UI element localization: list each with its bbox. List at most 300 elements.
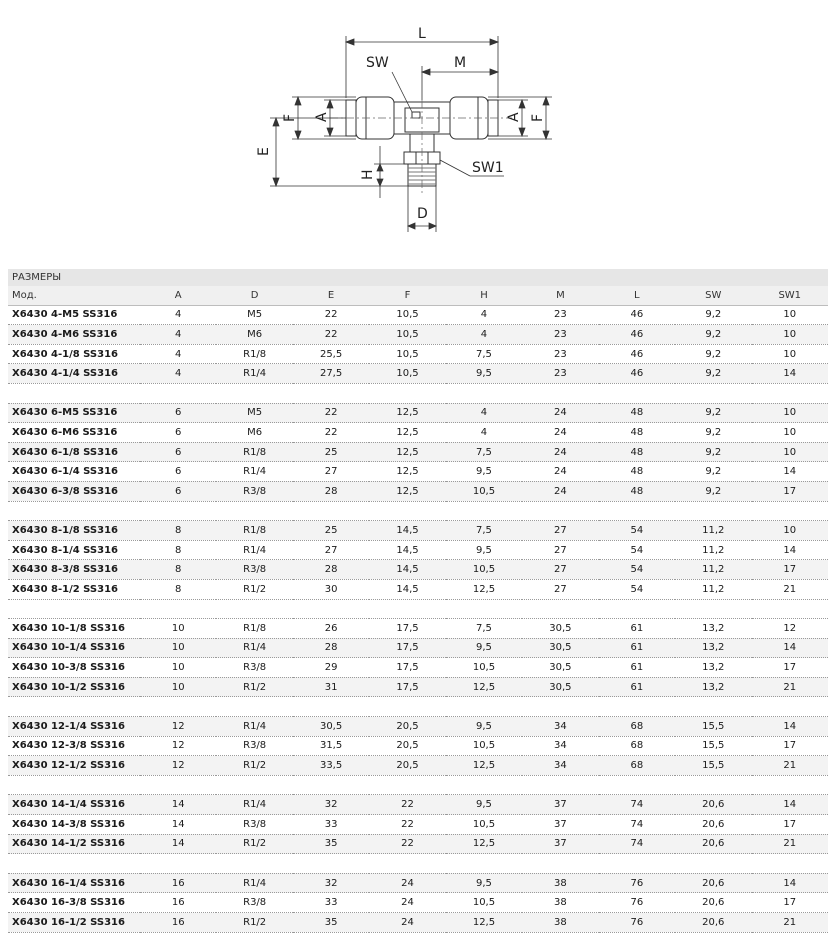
- cell-m: 38: [522, 873, 598, 893]
- cell-d: R1/2: [216, 834, 292, 854]
- cell-d: R3/8: [216, 481, 292, 501]
- dim-label-l: L: [418, 26, 426, 42]
- table-row: [8, 364, 828, 384]
- cell-e: 32: [293, 873, 369, 893]
- cell-sw: 9,2: [675, 364, 751, 384]
- cell-m: 24: [522, 462, 598, 482]
- cell-sw1: 14: [752, 364, 829, 384]
- cell-sw: 13,2: [675, 619, 751, 639]
- cell-d: R1/4: [216, 540, 292, 560]
- cell-model: X6430 4-1/8 SS316: [8, 344, 140, 364]
- cell-f: 14,5: [369, 579, 445, 599]
- table-row: [8, 403, 828, 423]
- cell-f: 10,5: [369, 344, 445, 364]
- cell-l: 48: [599, 481, 675, 501]
- table-row: [8, 815, 828, 835]
- cell-sw: 9,2: [675, 325, 751, 345]
- cell-h: 10,5: [446, 560, 522, 580]
- cell-m: 34: [522, 756, 598, 776]
- table-row: [8, 658, 828, 678]
- table-row: [8, 344, 828, 364]
- cell-sw: 9,2: [675, 403, 751, 423]
- dim-label-m: M: [454, 55, 467, 71]
- cell-m: 30,5: [522, 638, 598, 658]
- cell-h: 12,5: [446, 677, 522, 697]
- cell-f: 22: [369, 795, 445, 815]
- cell-f: 14,5: [369, 540, 445, 560]
- cell-e: 25,5: [293, 344, 369, 364]
- cell-sw1: 14: [752, 795, 829, 815]
- cell-e: 25: [293, 442, 369, 462]
- dim-label-sw1: SW1: [472, 160, 504, 176]
- cell-sw1: 17: [752, 658, 829, 678]
- cell-model: X6430 4-M6 SS316: [8, 325, 140, 345]
- cell-f: 17,5: [369, 658, 445, 678]
- cell-a: 16: [140, 913, 216, 933]
- cell-e: 27: [293, 540, 369, 560]
- cell-h: 4: [446, 423, 522, 443]
- cell-sw: 11,2: [675, 540, 751, 560]
- dim-label-sw: SW: [366, 55, 389, 71]
- cell-model: X6430 8-1/8 SS316: [8, 521, 140, 541]
- cell-model: X6430 16-3/8 SS316: [8, 893, 140, 913]
- cell-sw1: 17: [752, 815, 829, 835]
- cell-model: X6430 12-1/2 SS316: [8, 756, 140, 776]
- cell-sw: 15,5: [675, 717, 751, 737]
- cell-h: 4: [446, 403, 522, 423]
- dim-label-a-right: A: [506, 112, 522, 122]
- cell-d: R1/8: [216, 619, 292, 639]
- cell-model: X6430 6-1/8 SS316: [8, 442, 140, 462]
- cell-sw1: 10: [752, 305, 829, 325]
- cell-sw: 11,2: [675, 521, 751, 541]
- table-row: [8, 873, 828, 893]
- table-row: [8, 481, 828, 501]
- cell-e: 33: [293, 893, 369, 913]
- cell-d: R1/4: [216, 462, 292, 482]
- cell-model: X6430 6-1/4 SS316: [8, 462, 140, 482]
- cell-h: 4: [446, 305, 522, 325]
- cell-a: 12: [140, 756, 216, 776]
- cell-model: X6430 14-1/4 SS316: [8, 795, 140, 815]
- cell-sw: 13,2: [675, 658, 751, 678]
- table-row: [8, 619, 828, 639]
- column-header-h: H: [446, 286, 522, 305]
- table-row: [8, 834, 828, 854]
- cell-e: 22: [293, 403, 369, 423]
- dimensions-table: [8, 286, 828, 933]
- cell-l: 46: [599, 305, 675, 325]
- cell-a: 8: [140, 560, 216, 580]
- group-spacer-row: [8, 697, 828, 717]
- table-row: [8, 677, 828, 697]
- group-spacer-row: [8, 383, 828, 403]
- cell-h: 10,5: [446, 658, 522, 678]
- cell-sw1: 14: [752, 540, 829, 560]
- cell-model: X6430 4-M5 SS316: [8, 305, 140, 325]
- cell-l: 54: [599, 579, 675, 599]
- cell-model: X6430 6-3/8 SS316: [8, 481, 140, 501]
- cell-m: 24: [522, 403, 598, 423]
- cell-e: 27,5: [293, 364, 369, 384]
- cell-l: 46: [599, 325, 675, 345]
- spacer-cell: [8, 383, 828, 403]
- cell-d: R1/2: [216, 677, 292, 697]
- cell-e: 22: [293, 305, 369, 325]
- cell-m: 34: [522, 717, 598, 737]
- cell-h: 10,5: [446, 481, 522, 501]
- cell-l: 68: [599, 717, 675, 737]
- cell-d: M6: [216, 423, 292, 443]
- cell-f: 20,5: [369, 736, 445, 756]
- cell-sw1: 17: [752, 736, 829, 756]
- dim-label-d: D: [417, 206, 428, 222]
- table-row: [8, 560, 828, 580]
- cell-l: 54: [599, 521, 675, 541]
- cell-e: 35: [293, 834, 369, 854]
- cell-model: X6430 10-3/8 SS316: [8, 658, 140, 678]
- cell-sw: 13,2: [675, 677, 751, 697]
- cell-sw1: 10: [752, 344, 829, 364]
- cell-d: M6: [216, 325, 292, 345]
- cell-a: 8: [140, 540, 216, 560]
- cell-l: 76: [599, 873, 675, 893]
- cell-a: 10: [140, 638, 216, 658]
- table-row: [8, 521, 828, 541]
- cell-e: 25: [293, 521, 369, 541]
- cell-h: 10,5: [446, 815, 522, 835]
- table-title: РАЗМЕРЫ: [8, 269, 828, 286]
- cell-a: 10: [140, 619, 216, 639]
- cell-l: 54: [599, 560, 675, 580]
- group-spacer-row: [8, 599, 828, 619]
- cell-f: 10,5: [369, 364, 445, 384]
- tee-fitting-drawing: [240, 18, 546, 240]
- cell-f: 17,5: [369, 638, 445, 658]
- cell-m: 23: [522, 364, 598, 384]
- column-header-e: E: [293, 286, 369, 305]
- cell-e: 30,5: [293, 717, 369, 737]
- cell-e: 32: [293, 795, 369, 815]
- cell-l: 46: [599, 364, 675, 384]
- cell-sw: 11,2: [675, 579, 751, 599]
- cell-model: X6430 8-1/4 SS316: [8, 540, 140, 560]
- cell-h: 9,5: [446, 540, 522, 560]
- cell-l: 46: [599, 344, 675, 364]
- cell-e: 28: [293, 481, 369, 501]
- column-header-sw: SW: [675, 286, 751, 305]
- dim-label-f-right: F: [530, 113, 546, 122]
- cell-sw1: 10: [752, 521, 829, 541]
- dimensions-table-section: [8, 269, 828, 933]
- cell-sw: 9,2: [675, 481, 751, 501]
- cell-sw: 20,6: [675, 815, 751, 835]
- column-header-l: L: [599, 286, 675, 305]
- cell-m: 30,5: [522, 658, 598, 678]
- cell-e: 33: [293, 815, 369, 835]
- cell-h: 7,5: [446, 442, 522, 462]
- cell-model: X6430 10-1/4 SS316: [8, 638, 140, 658]
- cell-e: 22: [293, 423, 369, 443]
- technical-drawing: [240, 18, 546, 240]
- table-row: [8, 795, 828, 815]
- cell-h: 12,5: [446, 756, 522, 776]
- cell-sw: 20,6: [675, 913, 751, 933]
- table-row: [8, 442, 828, 462]
- cell-sw1: 14: [752, 638, 829, 658]
- column-header-a: A: [140, 286, 216, 305]
- cell-e: 31,5: [293, 736, 369, 756]
- cell-a: 14: [140, 834, 216, 854]
- table-row: [8, 736, 828, 756]
- table-row: [8, 305, 828, 325]
- table-row: [8, 893, 828, 913]
- spacer-cell: [8, 599, 828, 619]
- cell-f: 12,5: [369, 442, 445, 462]
- cell-m: 27: [522, 540, 598, 560]
- cell-h: 12,5: [446, 913, 522, 933]
- cell-h: 9,5: [446, 638, 522, 658]
- cell-a: 4: [140, 305, 216, 325]
- cell-model: X6430 12-1/4 SS316: [8, 717, 140, 737]
- table-row: [8, 325, 828, 345]
- cell-sw: 9,2: [675, 344, 751, 364]
- spacer-cell: [8, 501, 828, 521]
- cell-e: 22: [293, 325, 369, 345]
- cell-model: X6430 6-M6 SS316: [8, 423, 140, 443]
- cell-sw: 15,5: [675, 736, 751, 756]
- table-header-row: [8, 286, 828, 305]
- column-header-model: Мод.: [8, 286, 140, 305]
- cell-f: 10,5: [369, 305, 445, 325]
- cell-l: 76: [599, 893, 675, 913]
- cell-l: 68: [599, 736, 675, 756]
- cell-a: 6: [140, 423, 216, 443]
- cell-h: 4: [446, 325, 522, 345]
- cell-h: 9,5: [446, 364, 522, 384]
- cell-sw1: 14: [752, 873, 829, 893]
- cell-a: 6: [140, 442, 216, 462]
- cell-a: 14: [140, 795, 216, 815]
- cell-l: 61: [599, 638, 675, 658]
- cell-sw1: 10: [752, 403, 829, 423]
- cell-sw: 9,2: [675, 423, 751, 443]
- cell-m: 27: [522, 579, 598, 599]
- table-body: [8, 305, 828, 932]
- cell-sw1: 21: [752, 579, 829, 599]
- cell-model: X6430 10-1/8 SS316: [8, 619, 140, 639]
- cell-d: R3/8: [216, 560, 292, 580]
- cell-m: 38: [522, 913, 598, 933]
- cell-f: 20,5: [369, 717, 445, 737]
- cell-m: 34: [522, 736, 598, 756]
- cell-f: 20,5: [369, 756, 445, 776]
- cell-m: 27: [522, 560, 598, 580]
- cell-f: 12,5: [369, 403, 445, 423]
- cell-l: 61: [599, 619, 675, 639]
- table-row: [8, 638, 828, 658]
- cell-d: R1/4: [216, 364, 292, 384]
- cell-sw: 9,2: [675, 305, 751, 325]
- cell-d: R3/8: [216, 815, 292, 835]
- cell-m: 23: [522, 344, 598, 364]
- cell-e: 26: [293, 619, 369, 639]
- cell-m: 37: [522, 815, 598, 835]
- cell-a: 16: [140, 893, 216, 913]
- table-row: [8, 423, 828, 443]
- cell-m: 37: [522, 834, 598, 854]
- spacer-cell: [8, 775, 828, 795]
- cell-f: 14,5: [369, 560, 445, 580]
- cell-sw1: 17: [752, 893, 829, 913]
- cell-sw: 9,2: [675, 462, 751, 482]
- cell-sw: 15,5: [675, 756, 751, 776]
- cell-m: 37: [522, 795, 598, 815]
- cell-a: 14: [140, 815, 216, 835]
- cell-l: 74: [599, 815, 675, 835]
- cell-sw: 9,2: [675, 442, 751, 462]
- cell-model: X6430 12-3/8 SS316: [8, 736, 140, 756]
- cell-a: 4: [140, 364, 216, 384]
- cell-sw1: 10: [752, 442, 829, 462]
- column-header-f: F: [369, 286, 445, 305]
- cell-d: R1/2: [216, 579, 292, 599]
- dim-label-a-left: A: [314, 112, 330, 122]
- cell-h: 10,5: [446, 893, 522, 913]
- cell-f: 22: [369, 815, 445, 835]
- cell-d: R3/8: [216, 736, 292, 756]
- cell-sw: 11,2: [675, 560, 751, 580]
- cell-sw1: 17: [752, 481, 829, 501]
- cell-sw: 20,6: [675, 795, 751, 815]
- cell-h: 9,5: [446, 717, 522, 737]
- cell-m: 30,5: [522, 619, 598, 639]
- cell-model: X6430 8-3/8 SS316: [8, 560, 140, 580]
- cell-d: R1/8: [216, 344, 292, 364]
- cell-d: R3/8: [216, 893, 292, 913]
- cell-d: R1/8: [216, 521, 292, 541]
- cell-d: R3/8: [216, 658, 292, 678]
- cell-d: R1/4: [216, 873, 292, 893]
- cell-d: R1/2: [216, 913, 292, 933]
- cell-sw1: 14: [752, 462, 829, 482]
- table-row: [8, 462, 828, 482]
- cell-h: 12,5: [446, 834, 522, 854]
- cell-m: 24: [522, 481, 598, 501]
- cell-sw1: 17: [752, 560, 829, 580]
- cell-f: 12,5: [369, 462, 445, 482]
- column-header-sw1: SW1: [752, 286, 829, 305]
- cell-a: 12: [140, 736, 216, 756]
- cell-h: 7,5: [446, 344, 522, 364]
- cell-e: 30: [293, 579, 369, 599]
- cell-sw1: 12: [752, 619, 829, 639]
- cell-a: 6: [140, 403, 216, 423]
- cell-d: M5: [216, 403, 292, 423]
- cell-f: 22: [369, 834, 445, 854]
- cell-model: X6430 14-1/2 SS316: [8, 834, 140, 854]
- cell-m: 38: [522, 893, 598, 913]
- cell-h: 7,5: [446, 619, 522, 639]
- spacer-cell: [8, 854, 828, 874]
- cell-f: 17,5: [369, 619, 445, 639]
- cell-l: 74: [599, 834, 675, 854]
- cell-sw1: 21: [752, 756, 829, 776]
- dim-label-e: E: [256, 147, 272, 156]
- table-row: [8, 756, 828, 776]
- cell-m: 23: [522, 305, 598, 325]
- cell-h: 9,5: [446, 462, 522, 482]
- cell-m: 24: [522, 423, 598, 443]
- cell-model: X6430 6-M5 SS316: [8, 403, 140, 423]
- cell-e: 33,5: [293, 756, 369, 776]
- cell-model: X6430 16-1/2 SS316: [8, 913, 140, 933]
- cell-m: 27: [522, 521, 598, 541]
- cell-e: 27: [293, 462, 369, 482]
- cell-f: 10,5: [369, 325, 445, 345]
- cell-a: 4: [140, 325, 216, 345]
- cell-a: 16: [140, 873, 216, 893]
- cell-h: 12,5: [446, 579, 522, 599]
- cell-d: M5: [216, 305, 292, 325]
- cell-model: X6430 10-1/2 SS316: [8, 677, 140, 697]
- cell-sw: 20,6: [675, 893, 751, 913]
- group-spacer-row: [8, 775, 828, 795]
- cell-d: R1/8: [216, 442, 292, 462]
- cell-f: 12,5: [369, 481, 445, 501]
- cell-h: 9,5: [446, 795, 522, 815]
- cell-l: 54: [599, 540, 675, 560]
- cell-a: 4: [140, 344, 216, 364]
- cell-sw1: 21: [752, 834, 829, 854]
- cell-a: 10: [140, 658, 216, 678]
- cell-d: R1/4: [216, 795, 292, 815]
- cell-sw: 13,2: [675, 638, 751, 658]
- table-row: [8, 540, 828, 560]
- cell-m: 23: [522, 325, 598, 345]
- cell-l: 48: [599, 462, 675, 482]
- cell-f: 24: [369, 913, 445, 933]
- cell-a: 12: [140, 717, 216, 737]
- cell-a: 8: [140, 579, 216, 599]
- table-row: [8, 913, 828, 933]
- cell-model: X6430 8-1/2 SS316: [8, 579, 140, 599]
- cell-a: 6: [140, 481, 216, 501]
- cell-f: 24: [369, 893, 445, 913]
- dim-label-f-left: F: [282, 113, 298, 122]
- cell-l: 61: [599, 658, 675, 678]
- cell-d: R1/4: [216, 717, 292, 737]
- cell-sw: 20,6: [675, 834, 751, 854]
- cell-sw1: 14: [752, 717, 829, 737]
- group-spacer-row: [8, 854, 828, 874]
- cell-a: 8: [140, 521, 216, 541]
- cell-sw1: 21: [752, 677, 829, 697]
- cell-sw1: 10: [752, 325, 829, 345]
- cell-h: 7,5: [446, 521, 522, 541]
- cell-m: 24: [522, 442, 598, 462]
- cell-sw1: 21: [752, 913, 829, 933]
- cell-m: 30,5: [522, 677, 598, 697]
- cell-sw: 20,6: [675, 873, 751, 893]
- cell-l: 74: [599, 795, 675, 815]
- cell-h: 9,5: [446, 873, 522, 893]
- cell-l: 48: [599, 403, 675, 423]
- cell-h: 10,5: [446, 736, 522, 756]
- cell-model: X6430 14-3/8 SS316: [8, 815, 140, 835]
- dim-label-h: H: [360, 169, 376, 180]
- group-spacer-row: [8, 501, 828, 521]
